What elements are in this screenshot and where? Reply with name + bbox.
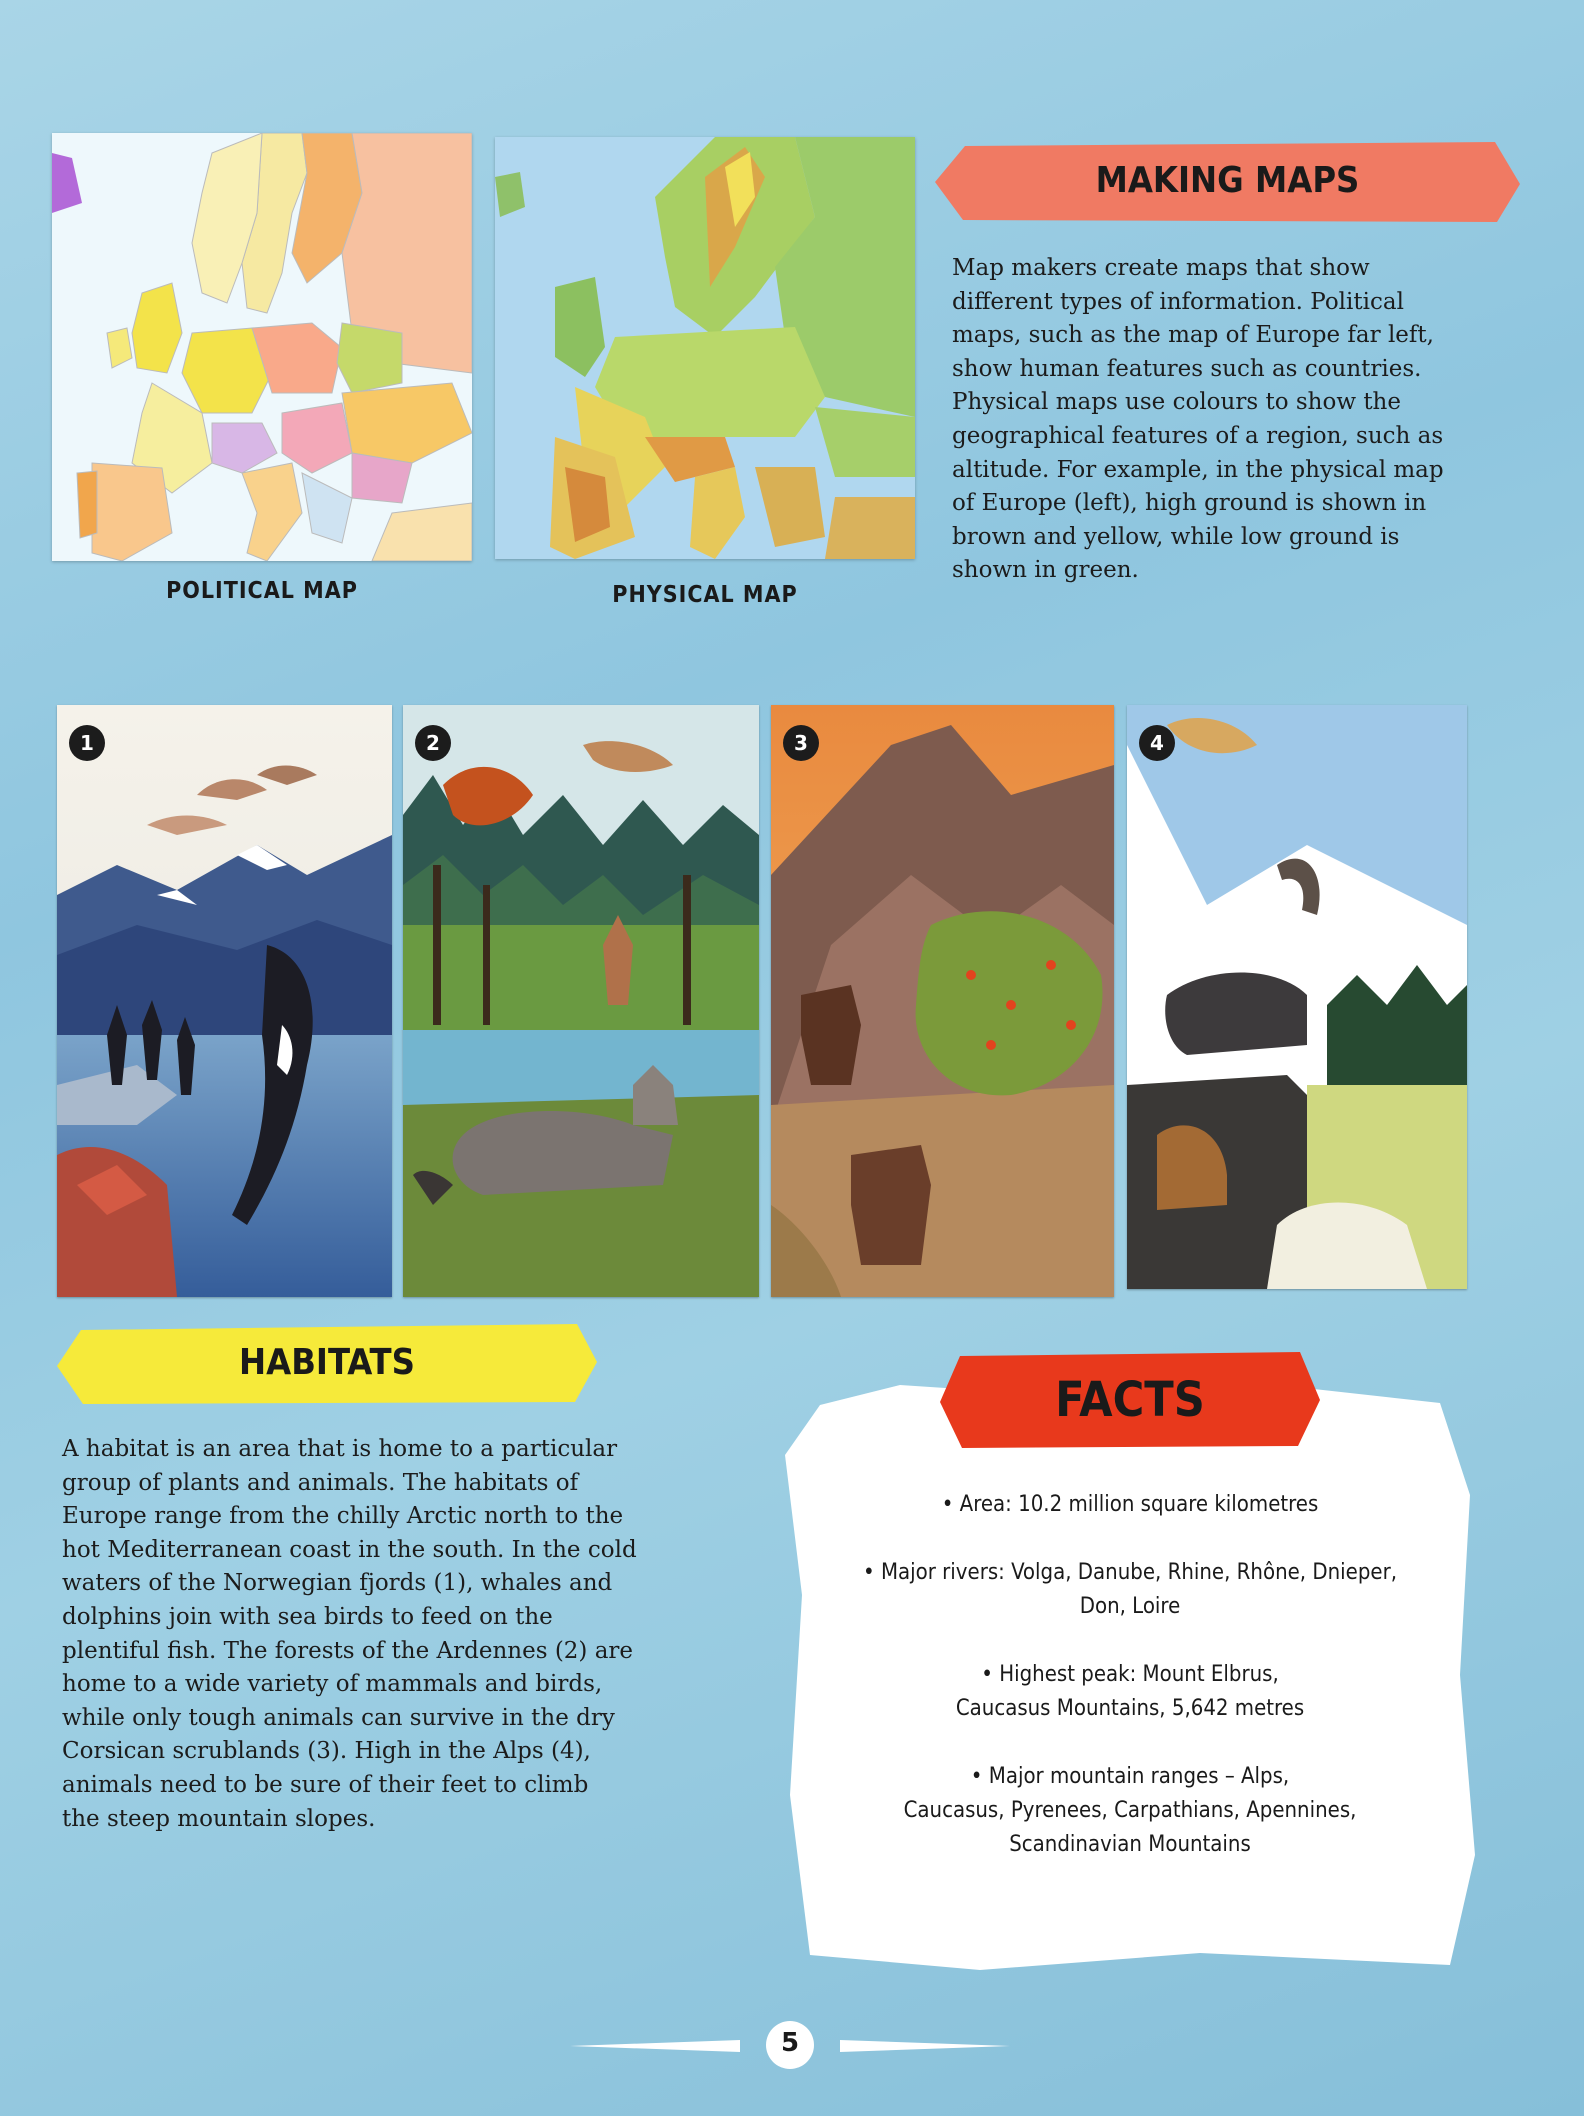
political-map bbox=[52, 133, 472, 561]
fact-line: • Major mountain ranges – Alps, bbox=[970, 1764, 1290, 1789]
facts-banner bbox=[940, 1350, 1320, 1450]
text-line: Map makers create maps that show bbox=[952, 255, 1370, 281]
habitat-panel-alps bbox=[1127, 705, 1467, 1289]
habitat-panel-fjords bbox=[57, 705, 392, 1297]
text-line: maps, such as the map of Europe far left, bbox=[952, 322, 1434, 349]
fact-line: Scandinavian Mountains bbox=[1009, 1832, 1251, 1857]
fact-item-rivers bbox=[800, 1556, 1460, 1624]
text-line: home to a wide variety of mammals and birds, bbox=[62, 1671, 603, 1698]
text-line: group of plants and animals. The habitats of bbox=[62, 1469, 579, 1496]
habitats-title: HABITATS bbox=[239, 1342, 415, 1383]
fact-line: • Highest peak: Mount Elbrus, bbox=[981, 1662, 1279, 1687]
making-maps-title: MAKING MAPS bbox=[1095, 160, 1360, 201]
panel-number: 3 bbox=[783, 725, 819, 761]
political-map-label: POLITICAL MAP bbox=[166, 578, 358, 604]
physical-map-label: PHYSICAL MAP bbox=[612, 582, 798, 608]
panel-number: 1 bbox=[69, 725, 105, 761]
page-number: 5 bbox=[780, 2028, 800, 2058]
fact-item-peak bbox=[800, 1658, 1460, 1726]
text-line: waters of the Norwegian fjords (1), whales and bbox=[62, 1570, 613, 1597]
habitats-text bbox=[62, 1433, 702, 1836]
fact-line: Don, Loire bbox=[1079, 1594, 1181, 1619]
text-line: different types of information. Political bbox=[952, 288, 1404, 315]
fact-item-area bbox=[800, 1488, 1460, 1522]
fact-line: • Area: 10.2 million square kilometres bbox=[941, 1492, 1319, 1517]
fact-line: Caucasus Mountains, 5,642 metres bbox=[955, 1696, 1305, 1721]
fact-item-mountains bbox=[800, 1760, 1460, 1862]
text-line: dolphins join with sea birds to feed on the bbox=[62, 1603, 553, 1630]
panel-number: 4 bbox=[1139, 725, 1175, 761]
text-line: show human features such as countries. bbox=[952, 355, 1422, 382]
text-line: geographical features of a region, such as bbox=[952, 422, 1444, 449]
fact-line: • Major rivers: Volga, Danube, Rhine, Rhône, Dnieper, bbox=[862, 1560, 1398, 1585]
text-line: hot Mediterranean coast in the south. In the cold bbox=[62, 1536, 637, 1563]
page-number-ornament bbox=[570, 2018, 1010, 2072]
facts-title: FACTS bbox=[1055, 1372, 1205, 1428]
habitat-panel-corsica bbox=[771, 705, 1114, 1297]
text-line: shown in green. bbox=[952, 557, 1139, 584]
text-line: of Europe (left), high ground is shown in bbox=[952, 490, 1427, 517]
habitats-banner bbox=[57, 1322, 597, 1406]
making-maps-banner bbox=[935, 140, 1520, 224]
fact-line: Caucasus, Pyrenees, Carpathians, Apennines, bbox=[903, 1798, 1357, 1823]
panel-number: 2 bbox=[415, 725, 451, 761]
text-line: plentiful fish. The forests of the Ardennes (2) are bbox=[62, 1637, 634, 1664]
text-line: the steep mountain slopes. bbox=[62, 1805, 376, 1832]
making-maps-text bbox=[952, 252, 1512, 588]
text-line: Corsican scrublands (3). High in the Alps (4), bbox=[62, 1738, 591, 1765]
text-line: Europe range from the chilly Arctic north to the bbox=[62, 1503, 624, 1530]
text-line: brown and yellow, while low ground is bbox=[952, 523, 1400, 550]
text-line: A habitat is an area that is home to a particular bbox=[62, 1436, 618, 1462]
habitat-panel-ardennes bbox=[403, 705, 759, 1297]
text-line: altitude. For example, in the physical map bbox=[952, 456, 1444, 483]
text-line: animals need to be sure of their feet to climb bbox=[62, 1771, 589, 1798]
text-line: while only tough animals can survive in the dry bbox=[62, 1704, 615, 1731]
physical-map bbox=[495, 137, 915, 559]
text-line: Physical maps use colours to show the bbox=[952, 389, 1401, 416]
facts-list bbox=[800, 1488, 1460, 1896]
